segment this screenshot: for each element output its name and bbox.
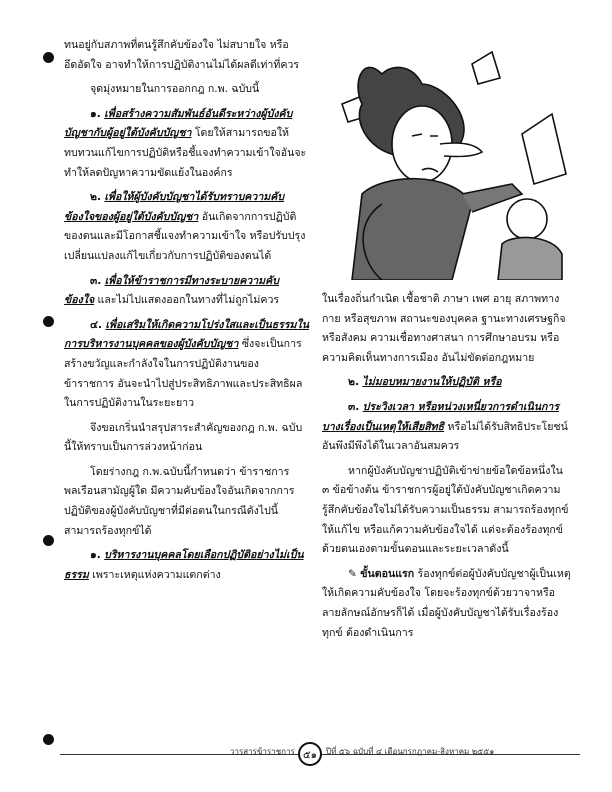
paragraph-text: ทนอยู่กับสภาพที่ตนรู้สึกคับข้องใจ ไม่สบายใจ หรืออึดอัดใจ อาจทำให้การปฏิบัติงานไม่ได้ผลดีเท่าที่ควร: [64, 39, 300, 71]
paragraph-text: หากผู้บังคับบัญชาปฏิบัติเข้าข่ายข้อใดข้อหนึ่งใน ๓ ข้อข้างต้น ข้าราชการผู้อยู่ใต้บังคับบัญชาเกิดความรู้สึกคับข้องใจไม่ได้รับความเป็นธรรม สามารถร้องทุกข์ให้แก้ไข หรือแก้ความคับข้องใจได้ แต่จะต้องร้องทุกข์ด้วยตนเองตามขั้นตอนและระยะเวลาดังนี้: [322, 464, 569, 556]
emphasis-text: เพื่อให้ข้าราชการมีทางระบายความคับข้องใจ: [64, 274, 279, 307]
list-number: ๓.: [348, 400, 360, 413]
emphasis-text: ไม่มอบหมายงานให้ปฏิบัติ หรือ: [362, 376, 502, 389]
flying-paper-icon: [522, 114, 566, 184]
left-column: [64, 36, 309, 590]
list-item: [64, 188, 309, 266]
journal-name: วารสารข้าราชการ: [230, 747, 295, 756]
list-number: ๓.: [90, 274, 102, 287]
paragraph: [322, 565, 572, 643]
paragraph: [322, 462, 572, 560]
woman-nose-icon: [440, 143, 482, 157]
list-number: ๑.: [90, 107, 101, 120]
paragraph-text: ซึ่งจะเป็นการสร้างขวัญและกำลังใจในการปฏิบัติงานของข้าราชการ อันจะนำไปสู่ประสิทธิภาพและประสิทธิผลในการปฏิบัติงานในระยะยาว: [64, 338, 303, 410]
list-number: ๒.: [90, 191, 102, 204]
list-number: ๔.: [90, 318, 103, 331]
paragraph-text: อันเกิดจากการปฏิบัติของตนและมีโอกาสชี้แจงทำความเข้าใจ หรือปรับปรุงเปลี่ยนแปลงแก้ไขเกี่ยวกับการปฏิบัติของตนได้: [64, 210, 306, 262]
list-item: [64, 316, 309, 414]
list-item: [64, 546, 309, 585]
page-number: ๕๑: [303, 750, 317, 761]
binder-hole-3: [43, 535, 54, 546]
paragraph-text: เพราะเหตุแห่งความแตกต่าง: [92, 568, 221, 581]
list-item: [64, 105, 309, 183]
flying-paper-icon: [472, 52, 500, 84]
emphasis-text: ประวิงเวลา หรือหน่วงเหนี่ยวการดำเนินการบางเรื่องเป็นเหตุให้เสียสิทธิ: [322, 400, 560, 433]
binder-hole-2: [43, 316, 54, 327]
paragraph: [64, 463, 309, 541]
page-number-badge: [298, 742, 322, 766]
issue-info: ปีที่ ๕๖ ฉบับที่ ๔ เดือนกรกฎาคม-สิงหาคม ๒๕๕๑: [326, 747, 495, 756]
emphasis-text: บริหารงานบุคคลโดยเลือกปฏิบัติอย่างไม่เป็นธรรม: [64, 549, 304, 581]
binder-hole-1: [43, 52, 54, 63]
list-number: ๒.: [348, 376, 360, 389]
paragraph: [322, 290, 572, 368]
list-item: [322, 373, 572, 393]
paragraph-text: และไม่ไปแสดงออกในทางที่ไม่ถูกไม่ควร: [97, 294, 280, 307]
paragraph-text: จึงขอเกริ่นนำสรุปสาระสำคัญของกฎ ก.พ. ฉบับนี้ให้ทราบเป็นการล่วงหน้าก่อน: [64, 421, 303, 454]
emphasis-text: เพื่อสร้างความสัมพันธ์อันดีระหว่างผู้บังคับบัญชากับผู้อยู่ใต้บังคับบัญชา: [64, 107, 293, 140]
step-heading: ขั้นตอนแรก: [360, 567, 415, 580]
binder-hole-4: [43, 734, 54, 745]
emphasis-text: เพื่อให้ผู้บังคับบัญชาได้รับทราบความคับข้องใจของผู้อยู่ใต้บังคับบัญชา: [64, 191, 285, 223]
cartoon-illustration: [322, 44, 572, 280]
man-head-icon: [507, 199, 547, 239]
right-column: [322, 290, 572, 648]
paragraph-text: จุดมุ่งหมายในการออกกฎ ก.พ. ฉบับนี้: [90, 83, 260, 96]
paragraph-text: หรือไม่ได้รับสิทธิประโยชน์อันพึงมีพึงได้ในเวลาอันสมควร: [322, 420, 568, 453]
pen-icon: ✎: [348, 567, 357, 580]
paragraph-text: โดยร่างกฎ ก.พ.ฉบับนี้กำหนดว่า ข้าราชการพลเรือนสามัญผู้ใด มีความคับข้องใจอันเกิดจากการปฏิบัติของผู้บังคับบัญชาที่มีต่อตนในกรณีดังไปนี้ สามารถร้องทุกข์ได้: [64, 465, 295, 537]
page-footer: [60, 742, 580, 768]
paragraph: [64, 36, 309, 75]
list-item: [322, 398, 572, 457]
man-body-icon: [498, 237, 562, 280]
list-item: [64, 272, 309, 311]
paragraph: [64, 80, 309, 100]
list-number: ๑.: [90, 549, 101, 562]
paragraph: [64, 419, 309, 458]
emphasis-text: เพื่อเสริมให้เกิดความโปร่งใสและเป็นธรรมในการบริหารงานบุคคลของผู้บังคับบัญชา: [64, 318, 309, 351]
paragraph-text: ร้องทุกข์ต่อผู้บังคับบัญชาผู้เป็นเหตุให้เกิดความคับข้องใจ โดยจะร้องทุกข์ด้วยวาจาหรือลายลักษณ์อักษรก็ได้ เมื่อผู้บังคับบัญชาได้รับเรื่องร้องทุกข์ ต้องดำเนินการ: [322, 567, 571, 639]
paragraph-text: ในเรื่องถิ่นกำเนิด เชื้อชาติ ภาษา เพศ อายุ สภาพทางกาย หรือสุขภาพ สถานะของบุคคล ฐานะทางเศรษฐกิจหรือสังคม ความเชื่อทางศาสนา การศึกษาอบรม หรือความคิดเห็นทางการเมือง อันไม่ขัดต่อกฎหมาย: [322, 293, 566, 364]
paragraph-text: โดยให้สามารถขอให้ทบทวนแก้ไขการปฏิบัติหรือชี้แจงทำความเข้าใจอันจะทำให้ลดปัญหาความขัดแย้งในองค์กร: [64, 127, 307, 179]
